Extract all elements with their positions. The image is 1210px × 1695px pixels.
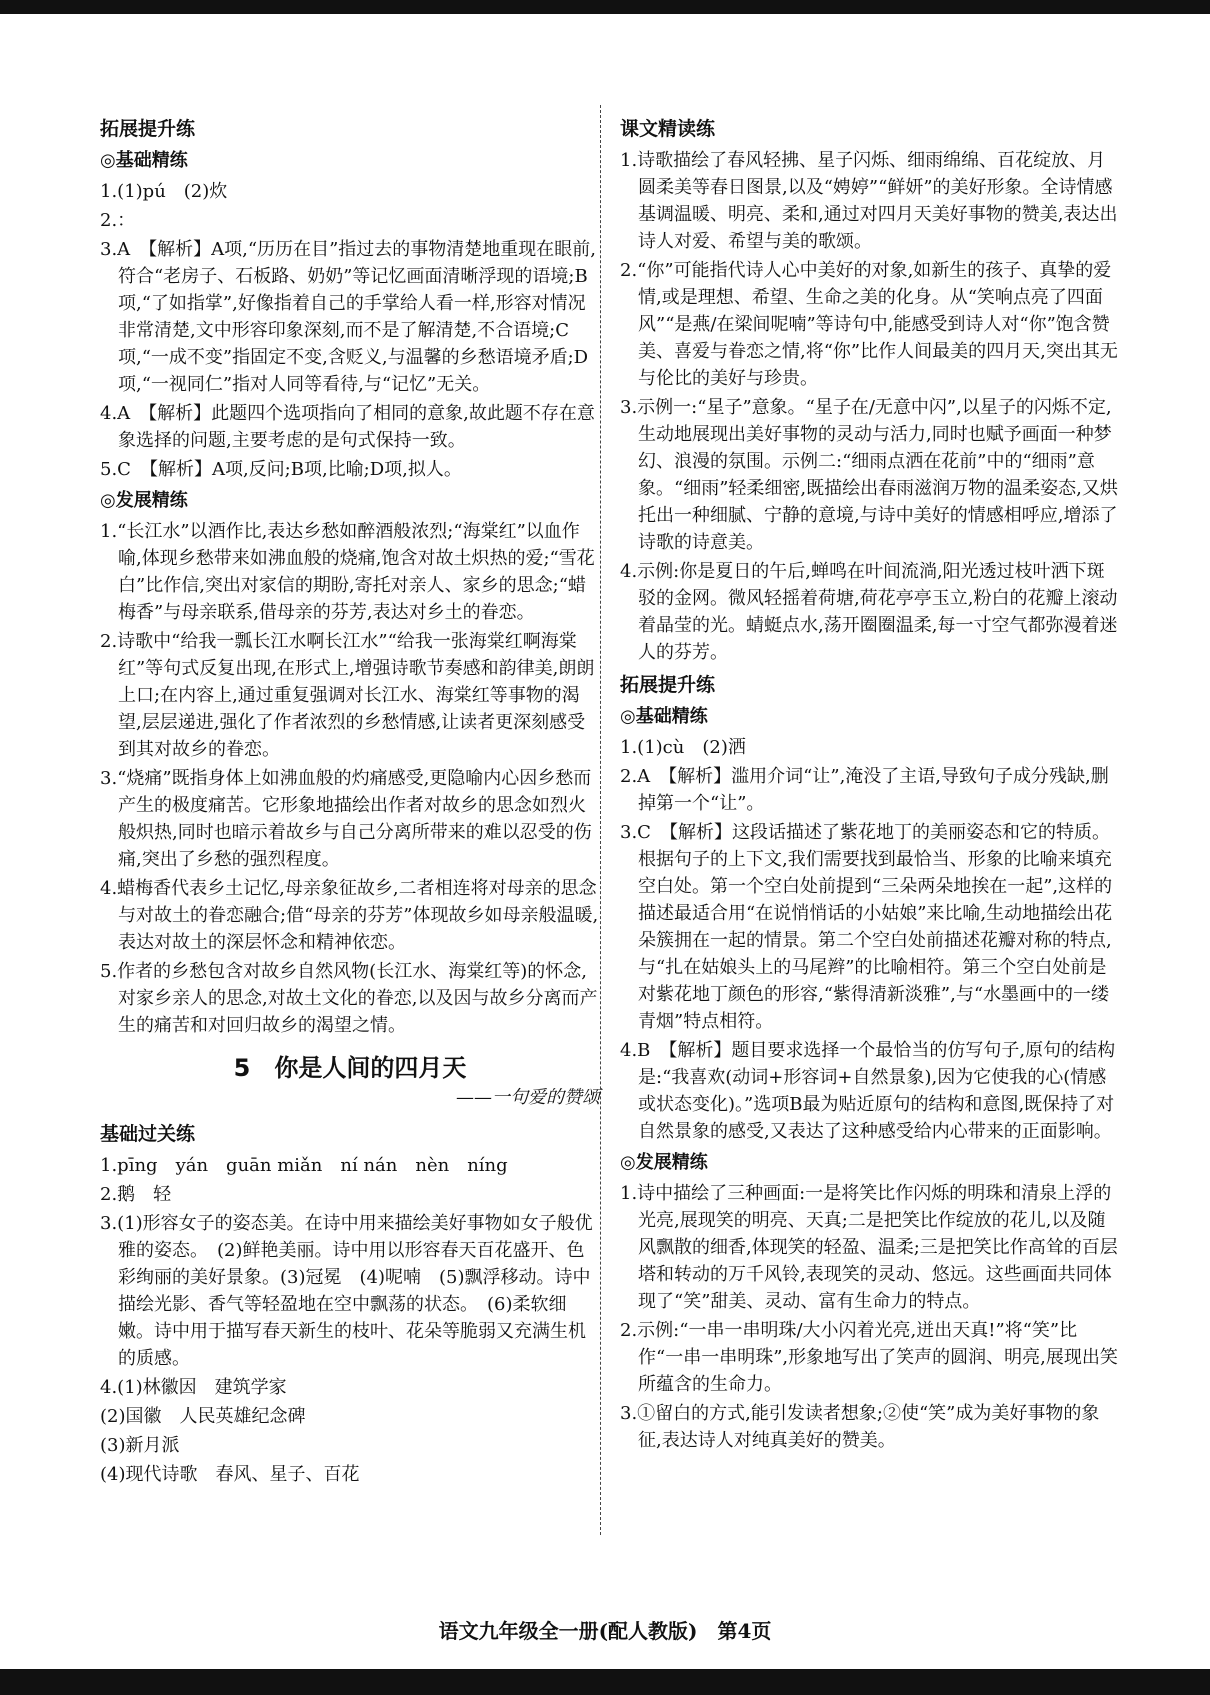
answer-item: 5.C 【解析】A项,反问;B项,比喻;D项,拟人。 [100,459,462,480]
answer-item: 1.诗歌描绘了春风轻拂、星子闪烁、细雨绵绵、百花绽放、月圆柔美等春日图景,以及“娉婷”“鲜妍”的美好形象。全诗情感基调温暖、明亮、柔和,通过对四月天美好事物的赞美,表达出诗人对爱、希望与美的歌颂。 [620,150,1118,252]
lesson-subtitle: ——一句爱的赞颂 [456,1087,600,1108]
subsection-title: ◎发展精练 [620,1152,708,1173]
answer-item: 4.示例:你是夏日的午后,蝉鸣在叶间流淌,阳光透过枝叶洒下斑驳的金网。微风轻摇着荷塘,荷花亭亭玉立,粉白的花瓣上滚动着晶莹的光。蜻蜓点水,荡开圈圈温柔,每一寸空气都弥漫着迷人的芬芳。 [620,561,1118,663]
answer-item: 3.A 【解析】A项,“历历在目”指过去的事物清楚地重现在眼前,符合“老房子、石板路、奶奶”等记忆画面清晰浮现的语境;B项,“了如指掌”,好像指着自己的手掌给人看一样,形容对情况非常清楚,文中形容印象深刻,而不是了解清楚,不合语境;C项,“一成不变”指固定不变,含贬义,与温馨的乡愁语境矛盾;D项,“一视同仁”指对人同等看待,与“记忆”无关。 [100,239,597,395]
answer-item: 2.A 【解析】滥用介词“让”,淹没了主语,导致句子成分残缺,删掉第一个“让”。 [620,766,1109,814]
answer-item: 1.“长江水”以酒作比,表达乡愁如醉酒般浓烈;“海棠红”以血作喻,体现乡愁带来如沸血般的烧痛,饱含对故土炽热的爱;“雪花白”比作信,突出对家信的期盼,寄托对亲人、家乡的思念;“蜡梅香”与母亲联系,借母亲的芬芳,表达对乡土的眷恋。 [100,521,595,623]
section-title: 拓展提升练 [100,118,196,140]
answer-item: (4)现代诗歌 春风、星子、百花 [100,1464,360,1485]
left-column [100,110,600,1490]
section-title: 拓展提升练 [620,674,716,696]
answer-item: 4.B 【解析】题目要求选择一个最恰当的仿写句子,原句的结构是:“我喜欢(动词+形容词+自然景象),因为它使我的心(情感或状态变化)。”选项B最为贴近原句的结构和意图,既保持了对自然景象的感受,又表达了这种感受给内心带来的正面影响。 [620,1040,1116,1142]
answer-item: 2.“你”可能指代诗人心中美好的对象,如新生的孩子、真挚的爱情,或是理想、希望、生命之美的化身。从“笑响点亮了四面风”“是燕/在梁间呢喃”等诗句中,能感受到诗人对“你”饱含赞美、喜爱与眷恋之情,将“你”比作人间最美的四月天,突出其无与伦比的美好与珍贵。 [620,260,1118,389]
page-footer: 语文九年级全一册(配人教版) 第4页 [438,1619,772,1643]
answer-item: 3.(1)形容女子的姿态美。在诗中用来描绘美好事物如女子般优雅的姿态。 (2)鲜艳美丽。诗中用以形容春天百花盛开、色彩绚丽的美好景象。(3)冠冕 (4)呢喃 (5)飘浮移动。诗中描绘光影、香气等轻盈地在空中飘荡的状态。 (6)柔软细嫩。诗中用于描写春天新生的枝叶、花朵等脆弱又充满生机的质感。 [100,1213,593,1369]
subsection-title: ◎基础精练 [100,150,188,171]
bottom-black-bar [0,1669,1210,1695]
answer-item: 3.C 【解析】这段话描述了紫花地丁的美丽姿态和它的特质。根据句子的上下文,我们需要找到最恰当、形象的比喻来填充空白处。第一个空白处前提到“三朵两朵地挨在一起”,这样的描述最适合用“在说悄悄话的小姑娘”来比喻,生动地描绘出花朵簇拥在一起的情景。第二个空白处前描述花瓣对称的特点,与“扎在姑娘头上的马尾辫”的比喻相符。第三个空白处前是对紫花地丁颜色的形容,“紫得清新淡雅”,与“水墨画中的一缕青烟”特点相符。 [620,822,1113,1032]
section-title: 课文精读练 [620,118,716,140]
answer-item: 1.(1)cù (2)洒 [620,737,746,758]
answer-item: 4.蜡梅香代表乡土记忆,母亲象征故乡,二者相连将对母亲的思念与对故土的眷恋融合;借“母亲的芬芳”体现故乡如母亲般温暖,表达对故土的深层怀念和精神依恋。 [100,878,599,953]
section-title: 基础过关练 [100,1123,196,1145]
answer-item: 3.①留白的方式,能引发读者想象;②使“笑”成为美好事物的象征,表达诗人对纯真美好的赞美。 [620,1403,1100,1451]
answer-item: 4.(1)林徽因 建筑学家 [100,1377,287,1398]
right-column [620,110,1120,1456]
answer-item: 4.A 【解析】此题四个选项指向了相同的意象,故此题不存在意象选择的问题,主要考虑的是句式保持一致。 [100,403,595,451]
answer-item: 1.pīng yán guān miǎn ní nán nèn níng [100,1155,508,1176]
answer-item: 2.鹅 轻 [100,1184,172,1205]
answer-item: (2)国徽 人民英雄纪念碑 [100,1406,306,1427]
answer-item: 5.作者的乡愁包含对故乡自然风物(长江水、海棠红等)的怀念,对家乡亲人的思念,对故土文化的眷恋,以及因与故乡分离而产生的痛苦和对回归故乡的渴望之情。 [100,961,598,1036]
answer-item: 1.(1)pú (2)炊 [100,181,228,202]
answer-item: 3.示例一:“星子”意象。“星子在/无意中闪”,以星子的闪烁不定,生动地展现出美好事物的灵动与活力,同时也赋予画面一种梦幻、浪漫的氛围。示例二:“细雨点洒在花前”中的“细雨”意象。“细雨”轻柔细密,既描绘出春雨滋润万物的温柔姿态,又烘托出一种细腻、宁静的意境,与诗中美好的情感相呼应,增添了诗歌的诗意美。 [620,397,1118,553]
answer-item: 2.诗歌中“给我一瓢长江水啊长江水”“给我一张海棠红啊海棠红”等句式反复出现,在形式上,增强诗歌节奏感和韵律美,朗朗上口;在内容上,通过重复强调对长江水、海棠红等事物的渴望,层层递进,强化了作者浓烈的乡愁情感,让读者更深刻感受到其对故乡的眷恋。 [100,631,595,760]
answer-item: 2.： [100,210,136,231]
answer-item: 1.诗中描绘了三种画面:一是将笑比作闪烁的明珠和清泉上浮的光亮,展现笑的明亮、天真;二是把笑比作绽放的花儿,以及随风飘散的细香,体现笑的轻盈、温柔;三是把笑比作高耸的百层塔和转动的万千风铃,表现笑的灵动、悠远。这些画面共同体现了“笑”甜美、灵动、富有生命力的特点。 [620,1183,1118,1312]
subsection-title: ◎发展精练 [100,490,188,511]
answer-item: (3)新月派 [100,1435,180,1456]
column-divider [600,105,602,1535]
subsection-title: ◎基础精练 [620,706,708,727]
lesson-title: 5 你是人间的四月天 [233,1054,467,1082]
answer-item: 2.示例:“一串一串明珠/大小闪着光亮,迸出天真!”将“笑”比作“一串一串明珠”,形象地写出了笑声的圆润、明亮,展现出笑所蕴含的生命力。 [620,1320,1118,1395]
answer-item: 3.“烧痛”既指身体上如沸血般的灼痛感受,更隐喻内心因乡愁而产生的极度痛苦。它形象地描绘出作者对故乡的思念如烈火般炽热,同时也暗示着故乡与自己分离所带来的难以忍受的伤痛,突出了乡愁的强烈程度。 [100,768,592,870]
top-black-bar [0,0,1210,14]
